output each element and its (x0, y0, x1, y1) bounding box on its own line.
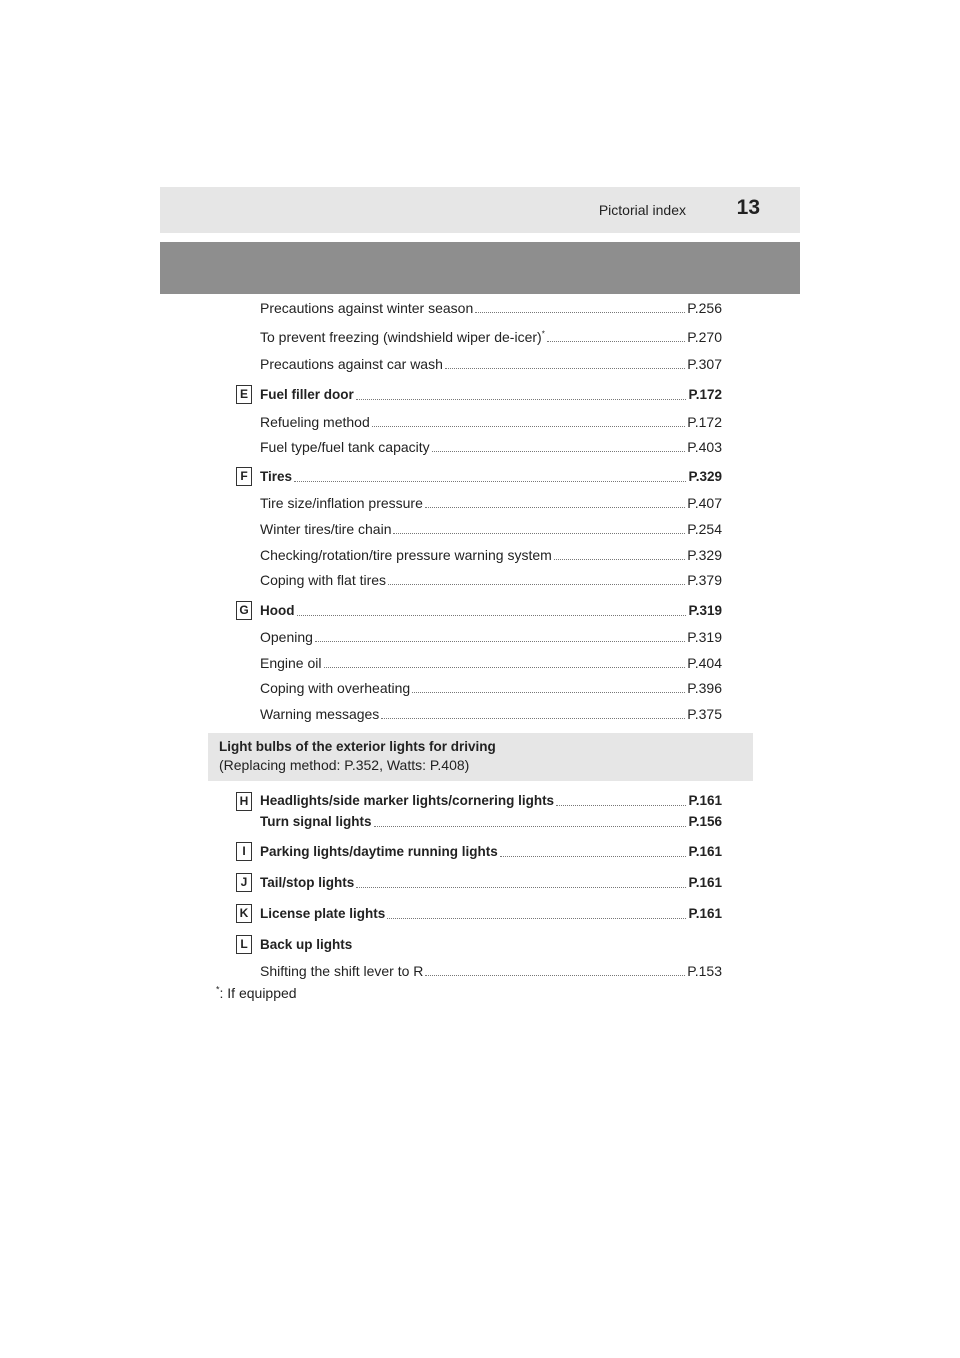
callout-badge-l: L (236, 935, 252, 954)
lights-info-box (208, 733, 753, 781)
index-entry-tires[interactable]: Tires P.329 (260, 469, 722, 484)
callout-badge-f: F (236, 467, 252, 486)
index-entry[interactable]: To prevent freezing (windshield wiper de-icer)* P.270 (260, 329, 722, 345)
callout-badge-k: K (236, 904, 252, 923)
lights-box-title: Light bulbs of the exterior lights for driving (219, 739, 496, 754)
index-entry[interactable]: Winter tires/tire chain P.254 (260, 521, 722, 537)
page-ref[interactable]: P.396 (687, 680, 722, 696)
index-entry[interactable]: Refueling method P.172 (260, 414, 722, 430)
footnote-marker: * (216, 984, 220, 995)
page-ref[interactable]: P.270 (687, 329, 722, 345)
page-ref[interactable]: P.403 (687, 439, 722, 455)
index-entry[interactable]: Shifting the shift lever to R P.153 (260, 963, 722, 979)
index-entry-parking-lights[interactable]: Parking lights/daytime running lights P.161 (260, 844, 722, 859)
lights-box-subtitle: (Replacing method: P.352, Watts: P.408) (219, 757, 470, 773)
index-entry[interactable]: Coping with flat tires P.379 (260, 572, 722, 588)
index-entry[interactable]: Engine oil P.404 (260, 655, 722, 671)
footnote-text: : If equipped (219, 985, 297, 1001)
page-ref[interactable]: P.161 (688, 793, 722, 808)
header-title: Pictorial index (598, 202, 686, 218)
page-ref[interactable]: P.156 (688, 814, 722, 829)
page-ref[interactable]: P.256 (687, 300, 722, 316)
index-entry[interactable]: Precautions against winter season P.256 (260, 300, 722, 316)
page-ref[interactable]: P.319 (687, 629, 722, 645)
page-ref[interactable]: P.161 (688, 906, 722, 921)
index-entry[interactable]: Tire size/inflation pressure P.407 (260, 495, 722, 511)
footnote (216, 985, 297, 1001)
callout-badge-h: H (236, 792, 252, 811)
callout-badge-g: G (236, 601, 252, 620)
page-ref[interactable]: P.404 (687, 655, 722, 671)
page-ref[interactable]: P.407 (687, 495, 722, 511)
page-ref[interactable]: P.375 (687, 706, 722, 722)
page-ref[interactable]: P.172 (687, 414, 722, 430)
page-header (160, 187, 800, 233)
page-ref[interactable]: P.161 (688, 875, 722, 890)
page-ref[interactable]: P.319 (688, 603, 722, 618)
index-entry-tail-stop-lights[interactable]: Tail/stop lights P.161 (260, 875, 722, 890)
page-number: 13 (736, 196, 760, 219)
callout-badge-e: E (236, 385, 252, 404)
index-entry-back-up-lights: Back up lights (260, 937, 353, 952)
index-entry[interactable]: Checking/rotation/tire pressure warning system P.329 (260, 547, 722, 563)
index-entry[interactable]: Warning messages P.375 (260, 706, 722, 722)
callout-badge-j: J (236, 873, 252, 892)
index-entry[interactable]: Precautions against car wash P.307 (260, 356, 722, 372)
page-ref[interactable]: P.329 (688, 469, 722, 484)
page-ref[interactable]: P.379 (687, 572, 722, 588)
page-ref[interactable]: P.172 (688, 387, 722, 402)
index-entry-license-plate-lights[interactable]: License plate lights P.161 (260, 906, 722, 921)
page-ref[interactable]: P.254 (687, 521, 722, 537)
index-entry-headlights[interactable]: Headlights/side marker lights/cornering lights P.161 (260, 793, 722, 808)
index-entry-fuel-filler-door[interactable]: Fuel filler door P.172 (260, 387, 722, 402)
section-banner (160, 242, 800, 294)
footnote-marker: * (541, 329, 545, 339)
page-ref[interactable]: P.161 (688, 844, 722, 859)
index-entry[interactable]: Opening P.319 (260, 629, 722, 645)
page-ref[interactable]: P.307 (687, 356, 722, 372)
page-ref[interactable]: P.329 (687, 547, 722, 563)
index-entry-turn-signal-lights[interactable]: Turn signal lights P.156 (260, 814, 722, 829)
index-entry[interactable]: Coping with overheating P.396 (260, 680, 722, 696)
index-entry[interactable]: Fuel type/fuel tank capacity P.403 (260, 439, 722, 455)
index-entry-hood[interactable]: Hood P.319 (260, 603, 722, 618)
callout-badge-i: I (236, 842, 252, 861)
page-ref[interactable]: P.153 (687, 963, 722, 979)
